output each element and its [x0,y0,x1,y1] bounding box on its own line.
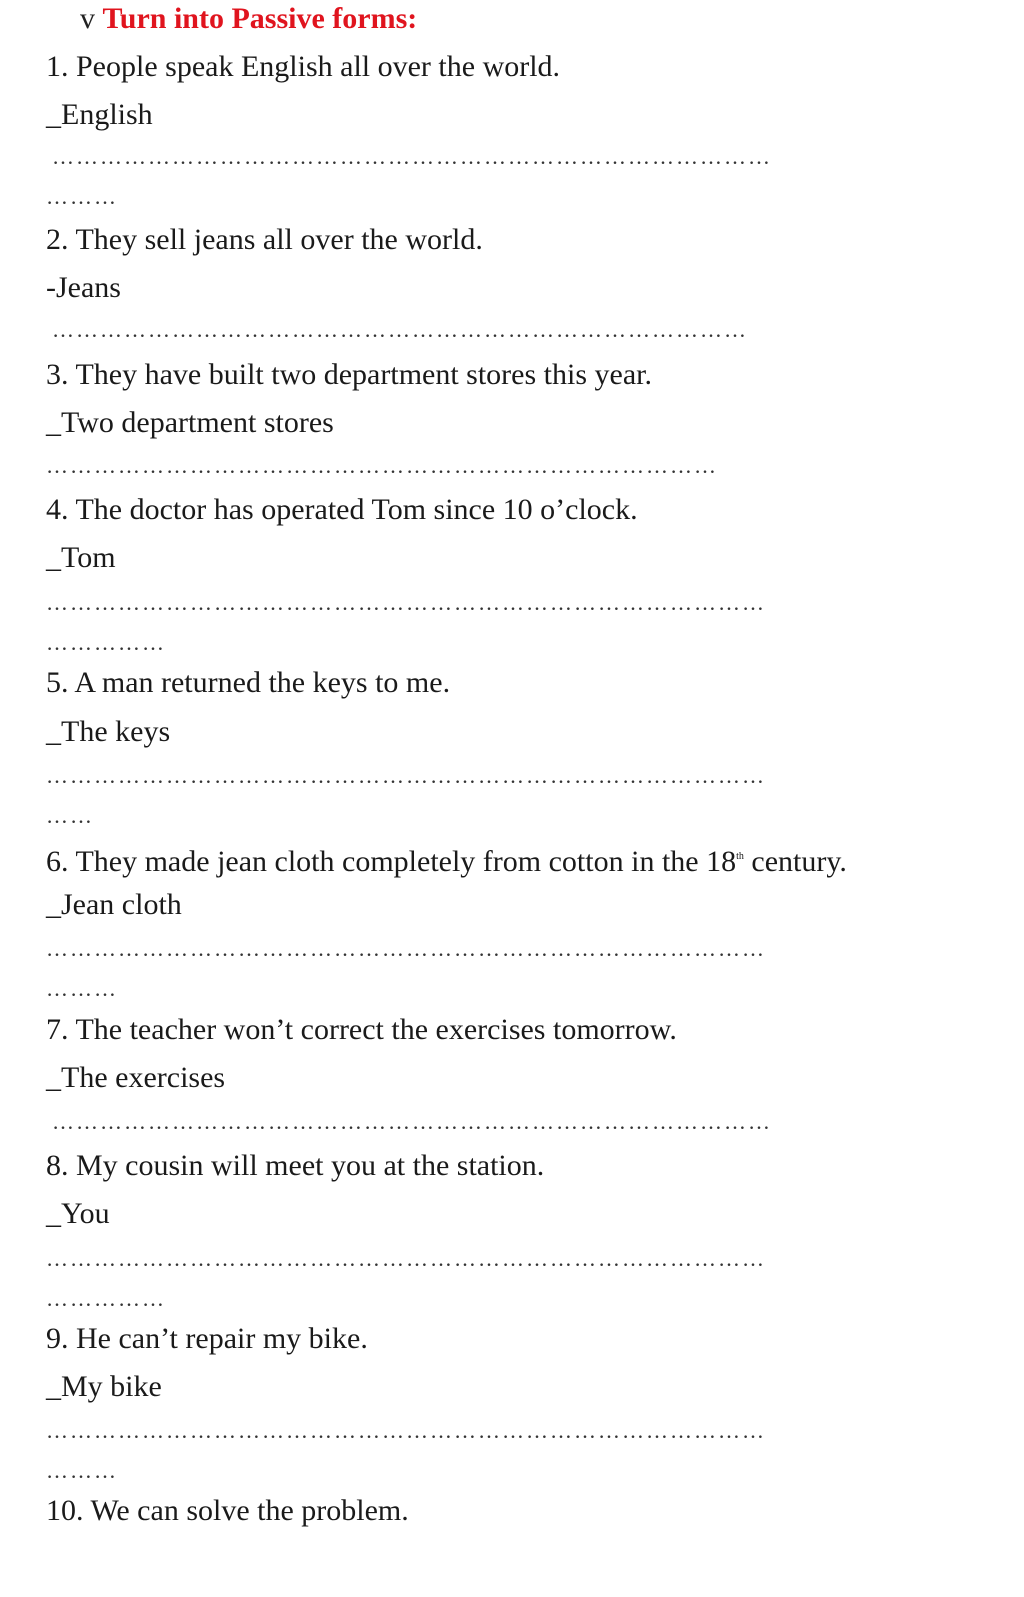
answer-line-6[interactable]: ……………………………………………………………………………… [46,938,766,960]
question-4: 4. The doctor has operated Tom since 10 o’clock. [46,493,638,526]
prompt-1: _English [46,98,153,131]
question-8: 8. My cousin will meet you at the station. [46,1149,545,1182]
prompt-4: _Tom [46,541,116,574]
answer-line-1-cont[interactable]: ……… [46,186,118,208]
answer-line-9[interactable]: ……………………………………………………………………………… [46,1420,766,1442]
question-7: 7. The teacher won’t correct the exercises tomorrow. [46,1013,677,1046]
answer-line-9-cont[interactable]: ……… [46,1460,118,1482]
answer-line-2[interactable]: …………………………………………………………………………… [52,319,748,341]
prompt-7: _The exercises [46,1061,226,1094]
question-1: 1. People speak English all over the world. [46,50,561,83]
answer-line-4-cont[interactable]: …………… [46,632,166,654]
prompt-5: _The keys [46,715,171,748]
question-5: 5. A man returned the keys to me. [46,666,451,699]
answer-line-7[interactable]: ……………………………………………………………………………… [52,1111,772,1133]
prompt-8: _You [46,1197,110,1230]
question-2: 2. They sell jeans all over the world. [46,223,483,256]
answer-line-5-cont[interactable]: …… [46,805,94,827]
prompt-2: -Jeans [46,271,121,304]
question-6 [46,840,847,879]
answer-line-6-cont[interactable]: ……… [46,978,118,1000]
prompt-9: _My bike [46,1370,162,1403]
prompt-3: _Two department stores [46,406,334,439]
answer-line-8[interactable]: ……………………………………………………………………………… [46,1248,766,1270]
answer-line-3[interactable]: ………………………………………………………………………… [46,455,718,477]
answer-line-5[interactable]: ……………………………………………………………………………… [46,765,766,787]
worksheet-title [80,2,417,36]
answer-line-1[interactable]: ……………………………………………………………………………… [52,146,772,168]
question-10: 10. We can solve the problem. [46,1494,409,1527]
question-6-text: 6. They made jean cloth completely from cotton in the 18 [46,845,737,878]
ordinal-suffix: th [736,851,744,862]
answer-line-4[interactable]: ……………………………………………………………………………… [46,592,766,614]
answer-line-8-cont[interactable]: …………… [46,1288,166,1310]
prompt-6: _Jean cloth [46,888,182,921]
question-6-text-end: century. [743,845,847,878]
question-9: 9. He can’t repair my bike. [46,1322,368,1355]
title-text: Turn into Passive forms: [102,2,418,35]
title-bullet: v [80,2,95,35]
question-3: 3. They have built two department stores this year. [46,358,652,391]
